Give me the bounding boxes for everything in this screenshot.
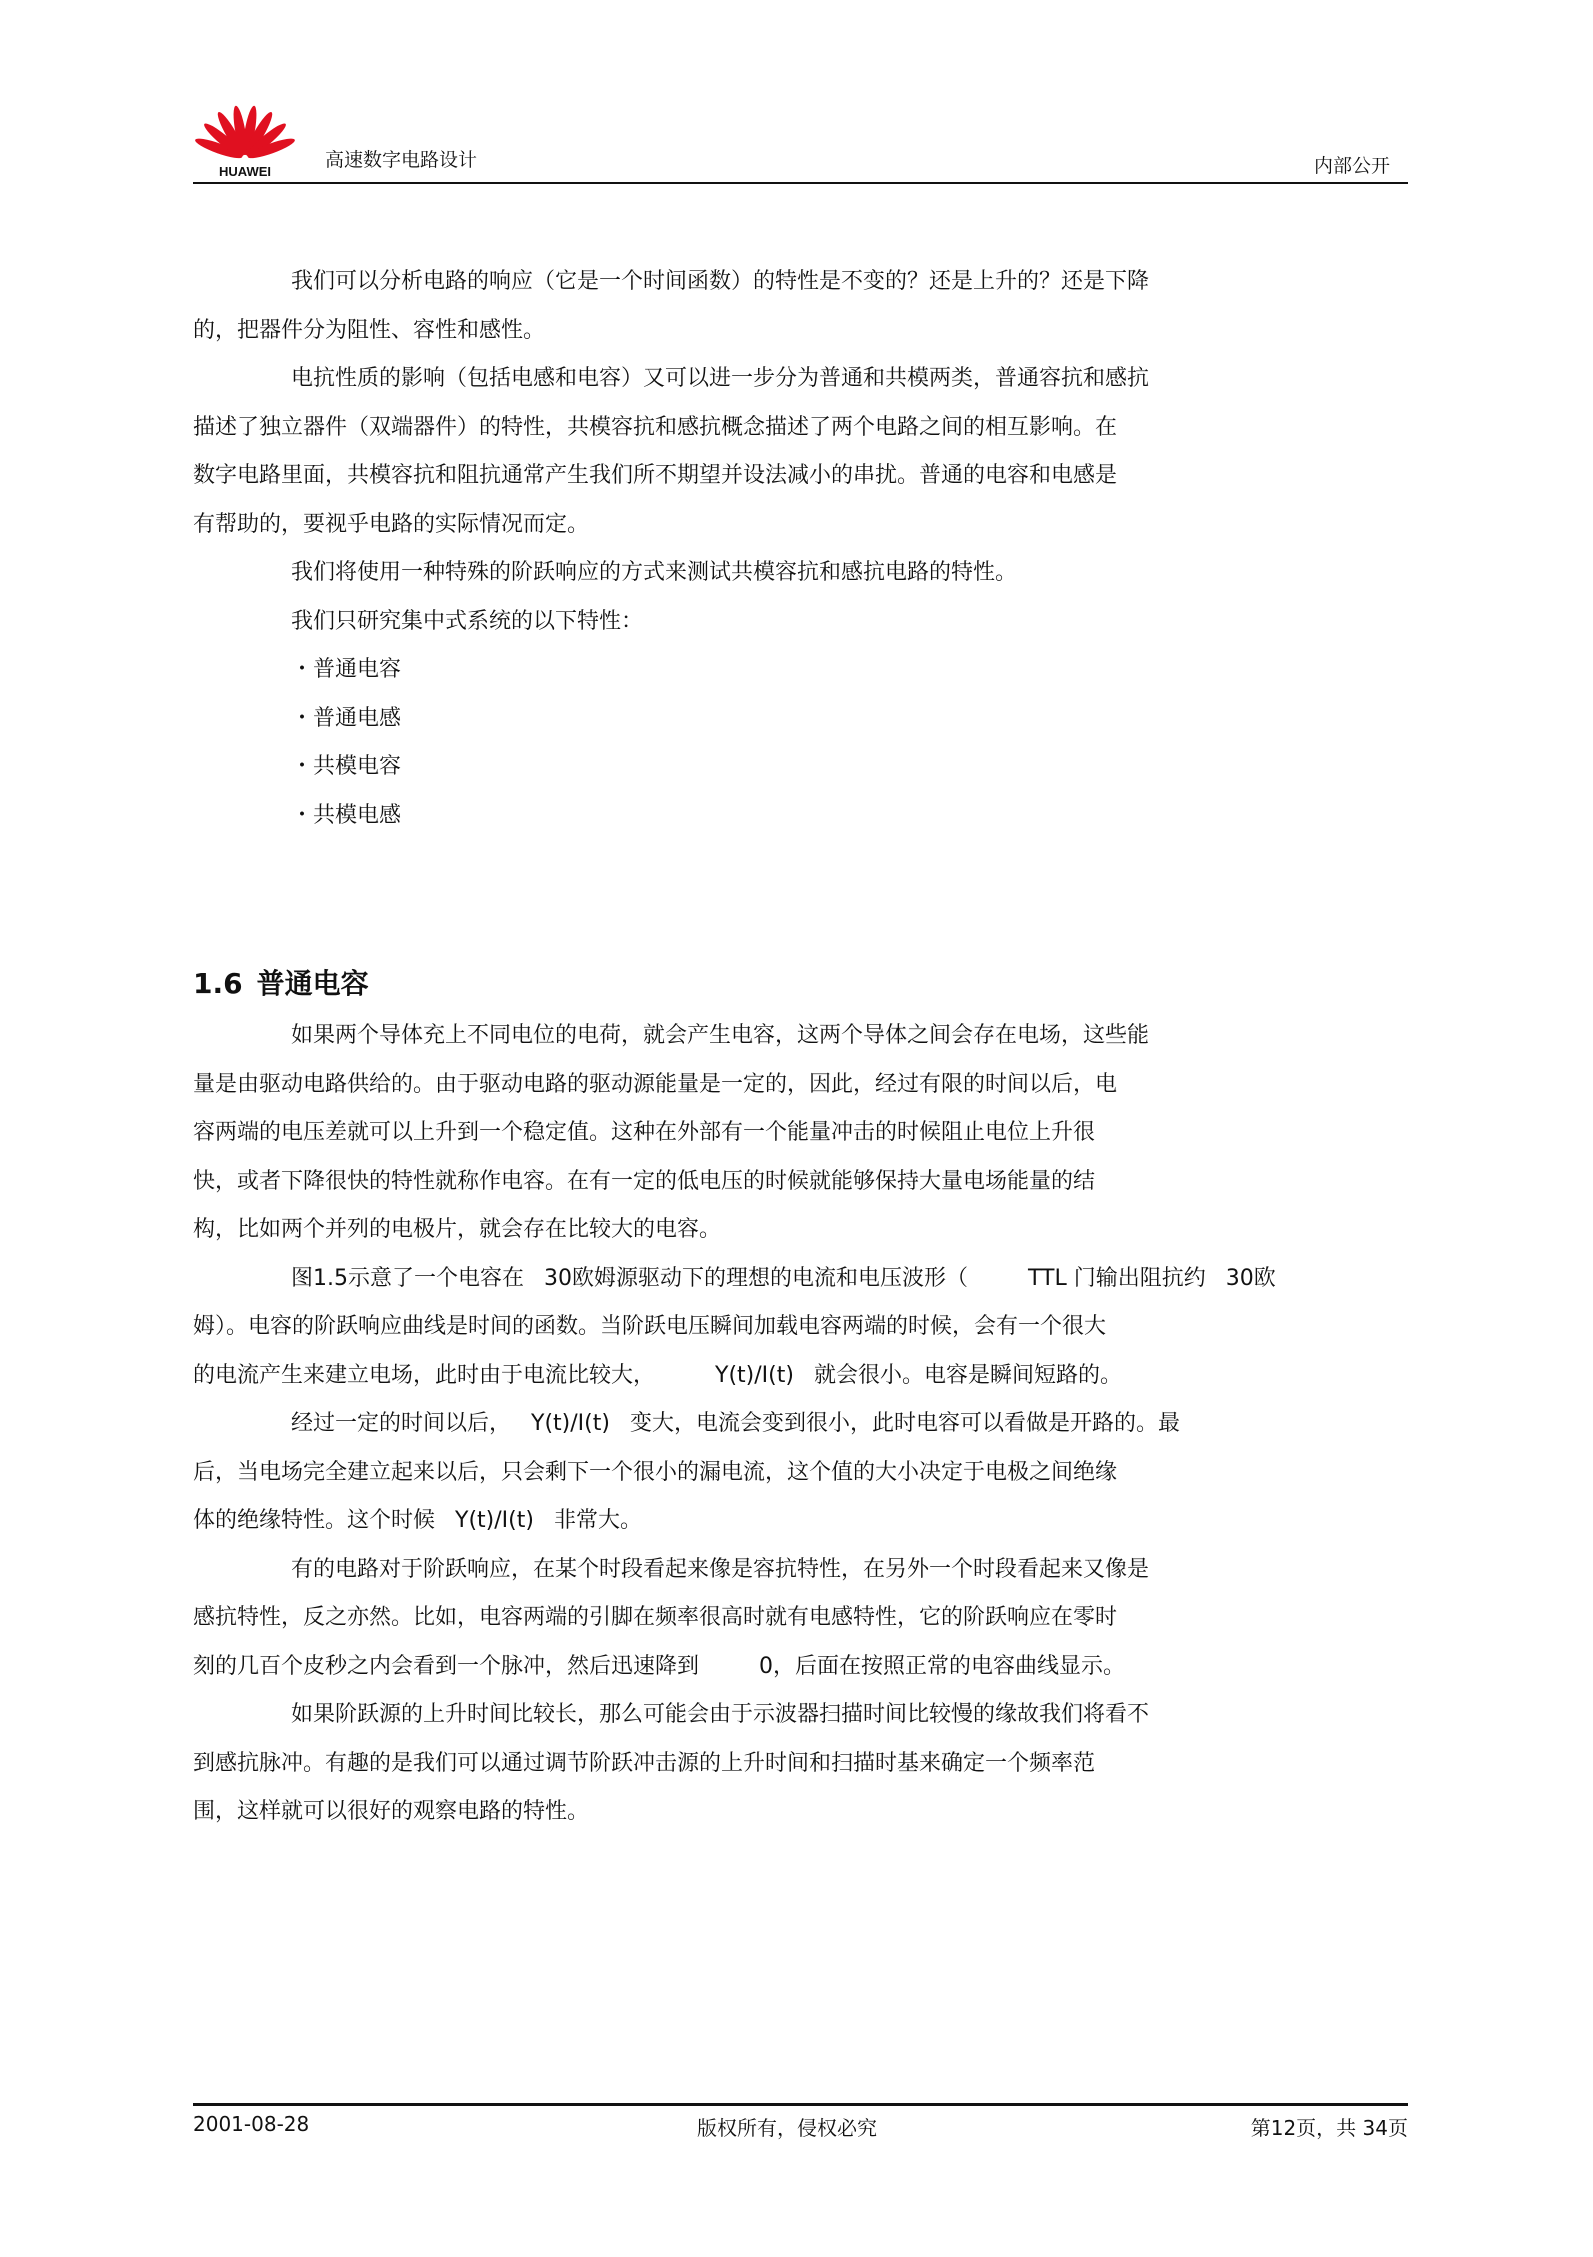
logo-wordmark: HUAWEI <box>219 164 271 178</box>
text-run: 变大，电流会变到很小，此时电容可以看做是开路的。最 <box>629 1411 1180 1436</box>
paragraph-line: 姆）。电容的阶跃响应曲线是时间的函数。当阶跃电压瞬间加载电容两端的时候，会有一个很大 <box>193 1314 1107 1339</box>
text-run: Y(t)/I(t) <box>715 1362 794 1388</box>
text-run: 30欧姆源驱动下的理想的电流和电压波形（ <box>544 1265 968 1291</box>
paragraph-line: 描述了独立器件（双端器件）的特性，共模容抗和感抗概念描述了两个电路之间的相互影响。在 <box>193 414 1118 440</box>
footer-date: 2001-08-28 <box>193 2112 310 2136</box>
paragraph-line: 我们只研究集中式系统的以下特性： <box>291 608 644 634</box>
text-run: Y(t)/I(t) <box>455 1508 534 1533</box>
spacer <box>193 840 1393 964</box>
paragraph-line: 我们将使用一种特殊的阶跃响应的方式来测试共模容抗和感抗电路的特性。 <box>291 560 1018 585</box>
list-item: ・共模电容 <box>291 754 402 779</box>
text-run: 0，后面在按照正常的电容曲线显示。 <box>759 1653 1126 1679</box>
document-body <box>193 258 1393 1837</box>
section-heading <box>193 964 1393 1004</box>
paragraph-line: 快，或者下降很快的特性就称作电容。在有一定的低电压的时候就能够保持大量电场能量的结 <box>193 1168 1096 1194</box>
text-run: 就会很小。电容是瞬间短路的。 <box>813 1362 1122 1388</box>
paragraph-line: 数字电路里面，共模容抗和阻抗通常产生我们所不期望并设法减小的串扰。普通的电容和电感是 <box>193 463 1118 488</box>
paragraph-line: 围，这样就可以很好的观察电路的特性。 <box>193 1799 590 1824</box>
text-run: 体的绝缘特性。这个时候 <box>193 1508 436 1533</box>
paragraph-line <box>193 1255 1393 1304</box>
paragraph-line: 有帮助的，要视乎电路的实际情况而定。 <box>193 511 590 537</box>
list-item: ・普通电感 <box>291 705 402 731</box>
list-item: ・普通电容 <box>291 657 402 682</box>
paragraph-line: 我们可以分析电路的响应（它是一个时间函数）的特性是不变的？还是上升的？还是下降 <box>291 269 1150 294</box>
paragraph-line <box>193 1643 1393 1692</box>
paragraph-line: 有的电路对于阶跃响应，在某个时段看起来像是容抗特性，在另外一个时段看起来又像是 <box>291 1556 1150 1582</box>
classification-label: 内部公开 <box>1313 155 1390 177</box>
document-title: 高速数字电路设计 <box>325 149 478 171</box>
header-divider <box>193 182 1408 184</box>
section-number: 1.6 <box>193 967 243 1000</box>
paragraph-line: 到感抗脉冲。有趣的是我们可以通过调节阶跃冲击源的上升时间和扫描时基来确定一个频率范 <box>193 1750 1096 1776</box>
paragraph-line <box>193 1400 1393 1449</box>
paragraph-line: 的，把器件分为阻性、容性和感性。 <box>193 317 546 343</box>
text-run: 非常大。 <box>553 1508 642 1533</box>
paragraph-line: 容两端的电压差就可以上升到一个稳定值。这种在外部有一个能量冲击的时候阻止电位上升很 <box>193 1120 1096 1145</box>
text-run: 经过一定的时间以后， <box>291 1411 512 1436</box>
paragraph-line: 感抗特性，反之亦然。比如，电容两端的引脚在频率很高时就有电感特性，它的阶跃响应在零时 <box>193 1605 1118 1630</box>
paragraph-line: 如果两个导体充上不同电位的电荷，就会产生电容，这两个导体之间会存在电场，这些能 <box>291 1023 1150 1048</box>
text-run: TTL 门输出阻抗约 <box>1028 1265 1206 1291</box>
section-title: 普通电容 <box>256 967 369 1000</box>
paragraph-line: 量是由驱动电路供给的。由于驱动电路的驱动源能量是一定的，因此，经过有限的时间以后，电 <box>193 1071 1118 1097</box>
list-item: ・共模电感 <box>291 802 402 828</box>
paragraph-line: 构，比如两个并列的电极片，就会存在比较大的电容。 <box>193 1217 722 1242</box>
text-run: 30欧 <box>1225 1265 1276 1291</box>
paragraph-line <box>193 1352 1393 1401</box>
footer-divider <box>193 2103 1408 2106</box>
page-number: 第12页，共 34页 <box>1250 2116 1408 2140</box>
paragraph-line: 如果阶跃源的上升时间比较长，那么可能会由于示波器扫描时间比较慢的缘故我们将看不 <box>291 1702 1150 1727</box>
text-run: Y(t)/I(t) <box>531 1411 610 1436</box>
huawei-logo <box>193 96 298 178</box>
paragraph-line <box>193 1497 1393 1546</box>
paragraph-line: 电抗性质的影响（包括电感和电容）又可以进一步分为普通和共模两类，普通容抗和感抗 <box>291 366 1150 391</box>
paragraph-line: 后，当电场完全建立起来以后，只会剩下一个很小的漏电流，这个值的大小决定于电极之间绝缘 <box>193 1459 1118 1485</box>
page-header <box>193 96 1408 184</box>
footer-copyright: 版权所有，侵权必究 <box>697 2116 877 2140</box>
text-run: 的电流产生来建立电场，此时由于电流比较大， <box>193 1362 656 1388</box>
text-run: 刻的几百个皮秒之内会看到一个脉冲，然后迅速降到 <box>193 1653 700 1679</box>
text-run: 图1.5示意了一个电容在 <box>291 1265 524 1291</box>
